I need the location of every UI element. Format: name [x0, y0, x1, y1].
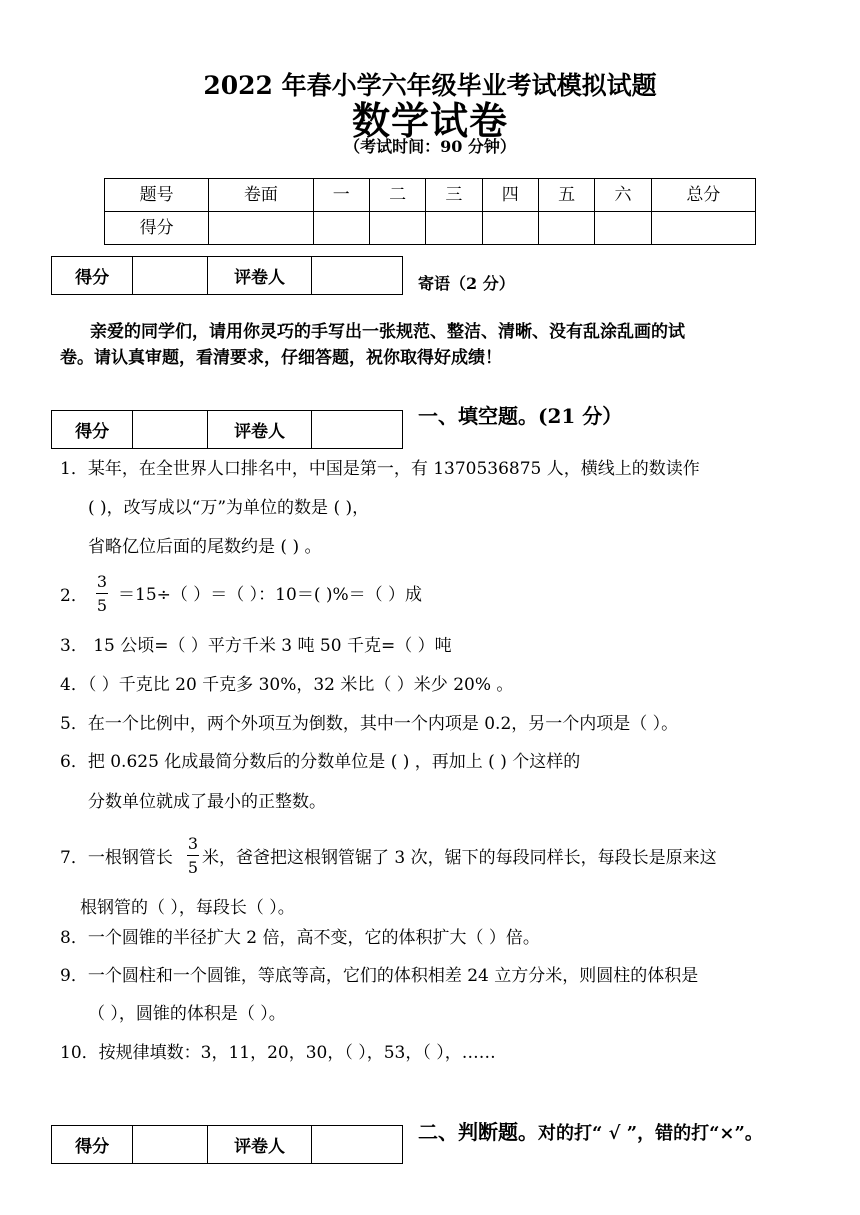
question-2-text: ＝15÷（ ）＝（ ）：10＝( )%＝（ ）成 — [118, 585, 423, 605]
score-table-header-row — [105, 179, 756, 212]
score-cell[interactable] — [426, 212, 482, 245]
question-9-line-1: 9．一个圆柱和一个圆锥，等底等高，它们的体积相差 24 立方分米，则圆柱的体积是 — [60, 966, 699, 986]
question-7-fraction-numerator: 3 — [187, 834, 199, 853]
score-header-cell: 三 — [426, 179, 482, 212]
grader-score-cell[interactable] — [133, 257, 208, 295]
grader-name-label: 评卷人 — [208, 257, 311, 295]
question-7-pre: 7．一根钢管长 — [60, 848, 173, 868]
exam-title: 2022 年春小学六年级毕业考试模拟试题 — [203, 71, 657, 100]
question-2-number: 2． — [60, 586, 88, 606]
grader-score-label: 得分 — [52, 411, 133, 449]
score-cell[interactable] — [369, 212, 425, 245]
grader-name-label: 评卷人 — [208, 411, 311, 449]
grader-score-label: 得分 — [52, 1126, 133, 1164]
message-line-2: 卷。请认真审题，看清要求，仔细答题，祝你取得好成绩！ — [60, 348, 502, 368]
score-header-cell: 四 — [482, 179, 538, 212]
question-1-line-3: 省略亿位后面的尾数约是 ( ) 。 — [88, 537, 322, 557]
question-4: 4．（ ）千克比 20 千克多 30%，32 米比（ ）米少 20% 。 — [60, 675, 514, 695]
question-2-fraction-denominator: 5 — [96, 596, 108, 615]
grader-score-label: 得分 — [52, 257, 133, 295]
question-1-line-1: 1．某年，在全世界人口排名中，中国是第一，有 1370536875 人，横线上的数读作 — [60, 459, 700, 479]
score-cell[interactable] — [595, 212, 651, 245]
score-header-cell: 总分 — [651, 179, 755, 212]
grader-box-section-2 — [51, 1125, 403, 1164]
score-row-label: 得分 — [105, 212, 209, 245]
score-header-cell: 五 — [538, 179, 594, 212]
question-1-line-2: ( )，改写成以“万”为单位的数是 ( )， — [88, 498, 370, 518]
score-header-cell: 卷面 — [209, 179, 313, 212]
question-7-line-2: 根钢管的（ ），每段长（ ）。 — [80, 898, 295, 918]
exam-subject: 数学试卷 — [351, 98, 508, 143]
question-9-line-2: （ ），圆锥的体积是（ ）。 — [88, 1004, 286, 1024]
question-7-post: 米，爸爸把这根钢管锯了 3 次，锯下的每段同样长，每段长是原来这 — [202, 848, 717, 868]
message-line-1: 亲爱的同学们，请用你灵巧的手写出一张规范、整洁、清晰、没有乱涂乱画的试 — [90, 322, 685, 342]
score-cell[interactable] — [209, 212, 313, 245]
score-cell[interactable] — [651, 212, 755, 245]
grader-name-label: 评卷人 — [208, 1126, 311, 1164]
grader-name-cell[interactable] — [311, 411, 402, 449]
question-2-fraction-numerator: 3 — [96, 572, 108, 591]
score-header-cell: 二 — [369, 179, 425, 212]
grader-name-cell[interactable] — [311, 1126, 402, 1164]
grader-score-cell[interactable] — [133, 1126, 208, 1164]
score-header-cell: 六 — [595, 179, 651, 212]
score-cell[interactable] — [538, 212, 594, 245]
score-table-score-row — [105, 212, 756, 245]
grader-score-cell[interactable] — [133, 411, 208, 449]
score-header-cell: 一 — [313, 179, 369, 212]
grader-box-message — [51, 256, 403, 295]
question-7-fraction-bar — [187, 855, 199, 856]
question-10: 10．按规律填数：3，11，20，30，（ ），53，（ ），…… — [60, 1043, 496, 1063]
score-table — [104, 178, 756, 245]
question-6-line-2: 分数单位就成了最小的正整数。 — [88, 792, 326, 812]
question-6-line-1: 6．把 0.625 化成最简分数后的分数单位是 ( ) ，再加上 ( ) 个这样的 — [60, 752, 581, 772]
section-1-heading: 一、填空题。(21 分） — [418, 404, 623, 428]
message-heading: 寄语（2 分） — [418, 274, 515, 293]
question-8: 8．一个圆锥的半径扩大 2 倍，高不变，它的体积扩大（ ）倍。 — [60, 928, 540, 948]
question-7-fraction-denominator: 5 — [187, 858, 199, 877]
score-cell[interactable] — [313, 212, 369, 245]
question-3: 3． 15 公顷=（ ）平方千米 3 吨 50 千克=（ ）吨 — [60, 636, 452, 656]
section-2-heading-line — [418, 1116, 763, 1145]
question-5: 5．在一个比例中，两个外项互为倒数，其中一个内项是 0.2，另一个内项是（ ）。 — [60, 714, 679, 734]
exam-time: （考试时间：90 分钟） — [344, 137, 516, 156]
grader-box-section-1 — [51, 410, 403, 449]
score-cell[interactable] — [482, 212, 538, 245]
grader-name-cell[interactable] — [311, 257, 402, 295]
section-2-instruction: 对的打“ √ ”，错的打“×”。 — [538, 1123, 763, 1144]
question-2-fraction-bar — [96, 593, 108, 594]
score-header-cell: 题号 — [105, 179, 209, 212]
section-2-heading: 二、判断题。 — [418, 1120, 538, 1144]
